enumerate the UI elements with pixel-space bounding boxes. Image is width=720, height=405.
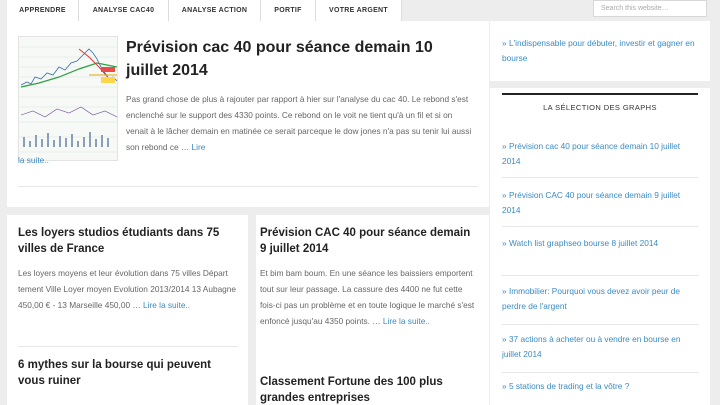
sidebar-top-widget (490, 21, 710, 81)
sidebar-link[interactable] (502, 188, 700, 218)
nav-item-analyse-cac40[interactable] (79, 0, 169, 21)
read-more-link-continued[interactable]: la suite.. (18, 155, 49, 165)
nav-item-label: ANALYSE ACTION (181, 7, 248, 14)
nav-item-portif[interactable] (261, 0, 316, 21)
nav-item-votre-argent[interactable] (316, 0, 402, 21)
read-more-link[interactable]: Lire la suite.. (143, 300, 191, 310)
divider (502, 324, 698, 325)
nav-item-label: ANALYSE CAC40 (92, 7, 155, 14)
divider (502, 372, 698, 373)
sidebar-link[interactable] (502, 379, 700, 394)
post-title[interactable]: Classement Fortune des 100 plus grandes entreprises (260, 376, 443, 404)
bullet-icon: » (502, 38, 507, 48)
top-nav (0, 0, 720, 21)
nav-item-label: APPRENDRE (19, 7, 66, 14)
divider (502, 275, 698, 276)
nav-item-label: PORTIF (274, 7, 302, 14)
featured-post-excerpt (126, 91, 476, 155)
bullet-icon: » (502, 141, 507, 151)
post-excerpt-text: Et bim bam boum. En une séance les baissiers emportent tout sur leur passage. La cassure des 4400 ne fut cette fois-ci pas un problème et en toute logique le marché s'est enfoncé jusqu'au 4350 points. … (260, 268, 475, 326)
post-title[interactable]: Les loyers studios étudiants dans 75 villes de France (18, 227, 220, 255)
sidebar-link-label: Watch list graphseo bourse 8 juillet 2014 (508, 238, 659, 248)
sidebar-link[interactable] (502, 332, 700, 362)
featured-chart-thumbnail[interactable] (18, 36, 118, 161)
post-title[interactable]: Prévision CAC 40 pour séance demain 9 juillet 2014 (260, 227, 471, 255)
sidebar-link-label: Prévision CAC 40 pour séance demain 9 juillet 2014 (502, 190, 681, 215)
sidebar-link[interactable] (502, 236, 700, 251)
column-gap (248, 215, 256, 405)
bullet-icon: » (502, 190, 507, 200)
sidebar-link[interactable] (502, 284, 700, 314)
divider (18, 346, 238, 347)
sidebar-link-label: 5 stations de trading et la vôtre ? (508, 381, 630, 391)
section-gap (7, 207, 489, 215)
post-excerpt (18, 265, 243, 313)
featured-post-title[interactable]: Prévision cac 40 pour séance demain 10 juillet 2014 (126, 39, 433, 79)
nav-item-apprendre[interactable] (7, 0, 79, 21)
nav-item-analyse-action[interactable] (169, 0, 261, 21)
bullet-icon: » (502, 381, 507, 391)
read-more-link[interactable]: Lire (191, 142, 206, 152)
bullet-icon: » (502, 238, 507, 248)
sidebar-section-title: LA SÉLECTION DES GRAPHS (543, 103, 657, 112)
chart-thumbnail-image (19, 37, 118, 161)
section-title-rule (502, 93, 698, 95)
nav-item-label: VOTRE ARGENT (329, 7, 388, 14)
main-content (7, 21, 489, 405)
read-more-link[interactable]: Lire la suite.. (382, 316, 430, 326)
divider (502, 177, 698, 178)
post-title[interactable]: 6 mythes sur la bourse qui peuvent vous ruiner (18, 359, 211, 387)
sidebar-link-label: 37 actions à acheter ou à vendre en bourse en juillet 2014 (502, 334, 681, 359)
divider (18, 186, 478, 187)
bullet-icon: » (502, 286, 507, 296)
sidebar-graph-selection (490, 88, 710, 405)
sidebar-link-label: L'indispensable pour débuter, investir et gagner en bourse (502, 38, 695, 63)
post-excerpt-text: Les loyers moyens et leur évolution dans 75 villes Départ tement Ville Loyer moyen Evolution 2013/2014 13 Aubagne 450,00 € - 13 Marseille 450,00 … (18, 268, 237, 310)
post-excerpt (260, 265, 480, 329)
bullet-icon: » (502, 334, 507, 344)
sidebar-link-label: Immobilier: Pourquoi vous devez avoir peur de perdre de l'argent (502, 286, 681, 311)
sidebar-link-label: Prévision cac 40 pour séance demain 10 juillet 2014 (502, 141, 681, 166)
sidebar-link[interactable] (502, 36, 700, 66)
featured-excerpt-text: Pas grand chose de plus à rajouter par rapport à hier sur l'analyse du cac 40. Le rebond s'est enclenché sur le support des 4330 points. Ce rebond on le voit ne tient qu'à un fil et si on venait à le lâcher demain en matinée ce serait parceque le dow jones n'a pas su tenir lui aussi son rebond ce … (126, 94, 472, 152)
search-input[interactable]: Search this website… (593, 0, 707, 17)
divider (502, 226, 698, 227)
sidebar-link[interactable] (502, 139, 700, 169)
